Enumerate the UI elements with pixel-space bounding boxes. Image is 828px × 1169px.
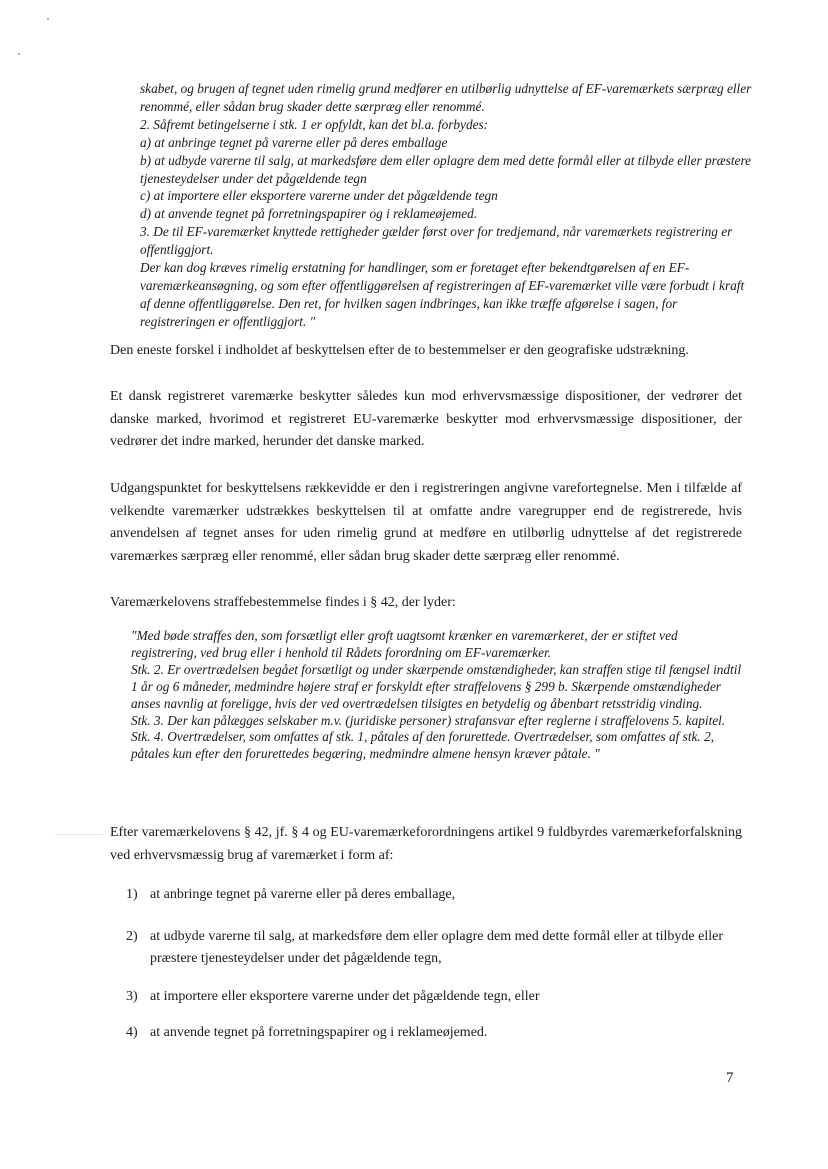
scan-speck <box>18 53 20 55</box>
list-number: 4) <box>126 1025 138 1040</box>
list-text: at anvende tegnet på forretningspapirer og i reklameøjemed. <box>150 1025 488 1040</box>
quote-line: c) at importere eller eksportere varerne under det pågældende tegn <box>140 188 498 204</box>
paragraph-penalty-intro: Varemærkelovens straffebestemmelse findes i § 42, der lyder: <box>110 595 456 610</box>
quote-eu-regulation <box>140 80 752 331</box>
quote-line: 3. De til EF-varemærket knyttede rettigheder gælder først over for tredjemand, når varemærkets registrering er offentliggjort. <box>140 224 733 258</box>
paragraph-danish-vs-eu: Et dansk registreret varemærke beskytter således kun mod erhvervsmæssige dispositioner, der vedrører det danske marked, hvorimod et registreret EU-varemærke beskytter mod erhvervsmæssige dispositioner, der vedrører det indre marked, herunder det danske marked. <box>110 389 742 449</box>
paragraph-geographic-difference: Den eneste forskel i indholdet af beskyttelsen efter de to bestemmelser er den geografiske udstrækning. <box>110 343 689 358</box>
paragraph-infringement-forms: Efter varemærkelovens § 42, jf. § 4 og EU-varemærkeforordningens artikel 9 fuldbyrdes varemærkeforfalskning ved erhvervsmæssig brug af varemærket i form af: <box>110 825 742 863</box>
quote-line: Stk. 2. Er overtrædelsen begået forsætligt og under skærpende omstændigheder, kan straffen stige til fængsel indtil 1 år og 6 måneder, medmindre højere straf er forskyldt efter straffelovens § 299 b. Skærpende omstændigheder anses navnlig at foreligge, hvis der ved overtrædelsen tilsigtes en betydelig og åbenbart retsstridig vinding. <box>131 661 742 711</box>
quote-line: 2. Såfremt betingelserne i stk. 1 er opfyldt, kan det bl.a. forbydes: <box>140 116 489 132</box>
quote-penalty-provision <box>131 628 743 763</box>
list-number: 3) <box>126 989 138 1004</box>
list-number: 1) <box>126 887 138 902</box>
list-text: at anbringe tegnet på varerne eller på deres emballage, <box>150 887 456 902</box>
quote-line: Stk. 3. Der kan pålægges selskaber m.v. (juridiske personer) strafansvar efter reglerne i straffelovens 5. kapitel. <box>131 712 726 728</box>
list-number: 2) <box>126 929 138 944</box>
scan-speck <box>47 18 49 20</box>
quote-line: b) at udbyde varerne til salg, at markedsføre dem eller oplagre dem med dette formål eller at tilbyde eller præstere tjenesteydelser under det pågældende tegn <box>140 152 752 186</box>
quote-line: a) at anbringe tegnet på varerne eller på deres emballage <box>140 134 448 150</box>
quote-line: skabet, og brugen af tegnet uden rimelig grund medfører en utilbørlig udnyttelse af EF-varemærkets særpræg eller renommé, eller sådan brug skader dette særpræg eller renommé. <box>140 81 752 114</box>
paragraph-scope-of-protection: Udgangspunktet for beskyttelsens rækkevidde er den i registreringen angivne varefortegnelse. Men i tilfælde af velkendte varemærker udstrækkes beskyttelsen til at omfatte andre varegrupper end de registrerede, hvis anvendelsen af tegnet anses for uden rimelig grund at medføre en utilbørlig udnyttelse af det registrerede varemærkes særpræg eller renommé, eller sådan brug skader dette særpræg eller renommé. <box>110 481 742 564</box>
quote-line: d) at anvende tegnet på forretningspapirer og i reklameøjemed. <box>140 206 478 222</box>
quote-line: "Med bøde straffes den, som forsætligt eller groft uagtsomt krænker en varemærkeret, der er stiftet ved registrering, ved brug eller i henhold til Rådets forordning om EF-varemærker. <box>131 628 678 660</box>
quote-line: Stk. 4. Overtrædelser, som omfattes af stk. 1, påtales af den forurettede. Overtrædelser, som omfattes af stk. 2, påtales kun efter den forurettedes begæring, medmindre almene hensyn kræver påtale. " <box>131 729 715 762</box>
page-number: 7 <box>726 1070 734 1086</box>
quote-line: Der kan dog kræves rimelig erstatning for handlinger, som er foretaget efter bekendtgørelsen af en EF-varemærkeansøgning, og som efter offentliggørelsen af registreringen af EF-varemærket ville være forbudt i kraft af denne offentliggørelse. Den ret, for hvilken sagen indbringes, kan ikke træffe afgørelse i sagen, for registreringen er offentliggjort. " <box>140 260 745 329</box>
scan-mark <box>55 834 103 835</box>
list-text: at udbyde varerne til salg, at markedsføre dem eller oplagre dem med dette formål eller at tilbyde eller præstere tjenesteydelser under det pågældende tegn, <box>150 929 723 966</box>
list-text: at importere eller eksportere varerne under det pågældende tegn, eller <box>150 989 540 1004</box>
